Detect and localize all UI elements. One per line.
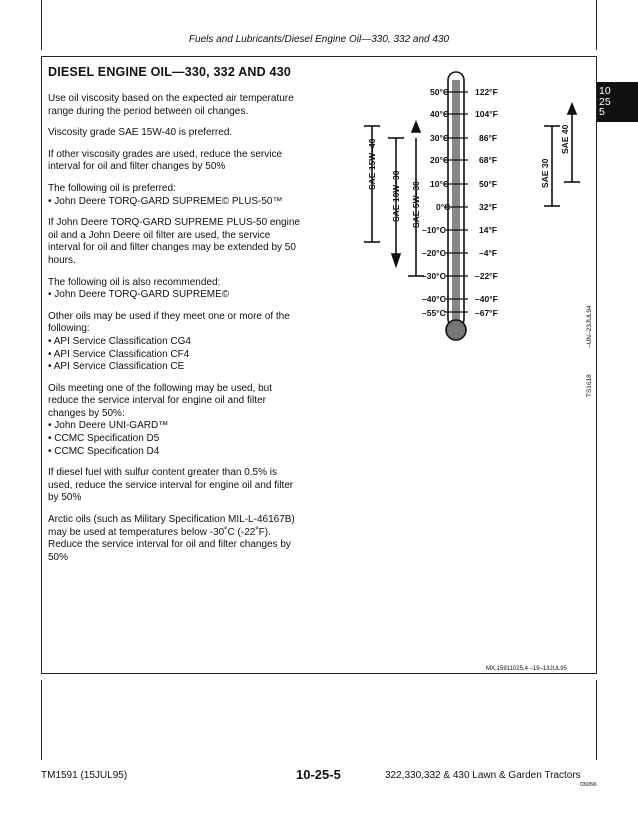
celsius-label: –55°C (422, 308, 446, 318)
box-code: MX,15911025,4 –19–13JUL95 (486, 666, 567, 672)
paragraph: Viscosity grade SAE 15W-40 is preferred. (48, 127, 233, 139)
tab-line: 25 (599, 95, 611, 108)
celsius-label: –30°C (422, 271, 446, 281)
fahrenheit-label: 68°F (479, 155, 498, 165)
footer-page-number: 10-25-5 (296, 767, 341, 782)
section-title: DIESEL ENGINE OIL—330, 332 AND 430 (48, 65, 291, 79)
paragraph: If other viscosity grades are used, reduce the service interval for oil and filter changes by 50% (48, 148, 283, 173)
fahrenheit-label: –67°F (475, 308, 498, 318)
figure-code: TS1618 (586, 374, 593, 397)
celsius-label: –10°C (422, 225, 446, 235)
fahrenheit-label: –4°F (479, 248, 498, 258)
celsius-label: –20°C (422, 248, 446, 258)
paragraph: Oils meeting one of the following may be used, but reduce the service interval for engine oil and filter changes by 50%: • John Deere UNI-GARD™ • CCMC Specification D5 • CCMC Specification D4 (48, 382, 273, 457)
celsius-label: 0°C (436, 202, 451, 212)
left-rule-bottom (41, 680, 42, 760)
fahrenheit-label: 14°F (479, 225, 498, 235)
right-rule-bottom (596, 680, 597, 760)
fahrenheit-label: 86°F (479, 133, 498, 143)
thermometer-fill (452, 80, 460, 320)
paragraph: The following oil is preferred: • John Deere TORQ-GARD SUPREME© PLUS-50™ (48, 182, 283, 207)
tab-line: 5 (599, 106, 605, 118)
grade-label-30: SAE 30 (540, 158, 550, 188)
paragraph: The following oil is also recommended: • John Deere TORQ-GARD SUPREME© (48, 276, 230, 301)
celsius-label: 10°C (430, 179, 449, 189)
fahrenheit-label: 50°F (479, 179, 498, 189)
celsius-label: 30°C (430, 133, 449, 143)
thermometer-bulb (446, 320, 466, 340)
fahrenheit-label: –40°F (475, 294, 498, 304)
celsius-label: 40°C (430, 109, 449, 119)
paragraph: If John Deere TORQ-GARD SUPREME PLUS-50 engine oil and a John Deere oil filter are used, the service interval for oil and filter changes may be extended by 50 hours. (48, 217, 300, 266)
footer-code: 030896 (580, 782, 597, 788)
fahrenheit-label: 104°F (475, 109, 498, 119)
footer-product: 322,330,332 & 430 Lawn & Garden Tractors (385, 770, 581, 781)
section-tab (597, 82, 638, 122)
paragraph: Use oil viscosity based on the expected air temperature range during the period between oil changes. (48, 93, 294, 117)
fahrenheit-label: 32°F (479, 202, 498, 212)
fahrenheit-label: 122°F (475, 87, 498, 97)
section-body (48, 93, 323, 573)
footer-manual-id: TM1591 (15JUL95) (41, 770, 128, 781)
paragraph: Other oils may be used if they meet one or more of the following: • API Service Classification CG4 • API Service Classification CF4 • API Service Classification CE (48, 310, 290, 373)
celsius-label: 20°C (430, 155, 449, 165)
running-header: Fuels and Lubricants/Diesel Engine Oil—330, 332 and 430 (188, 34, 450, 45)
grade-label-5w30: SAE 5W–30 (411, 181, 421, 228)
figure-id: –UN–23JUL94 (586, 305, 593, 348)
grade-label-10w30: SAE 10W–30 (391, 170, 401, 222)
grade-label-15w40: SAE 15W–40 (367, 138, 377, 190)
viscosity-chart (340, 66, 580, 356)
celsius-label: –40°C (422, 294, 446, 304)
paragraph: Arctic oils (such as Military Specification MIL-L-46167B) may be used at temperatures below -30˚C (-22˚F). Reduce the service interval for oil and filter changes by 50% (48, 514, 295, 563)
celsius-label: 50°C (430, 87, 449, 97)
grade-label-40: SAE 40 (560, 124, 570, 154)
fahrenheit-label: –22°F (475, 271, 498, 281)
paragraph: If diesel fuel with sulfur content greater than 0.5% is used, reduce the service interval for engine oil and filter by 50% (48, 467, 294, 504)
tab-line: 10 (599, 85, 611, 97)
